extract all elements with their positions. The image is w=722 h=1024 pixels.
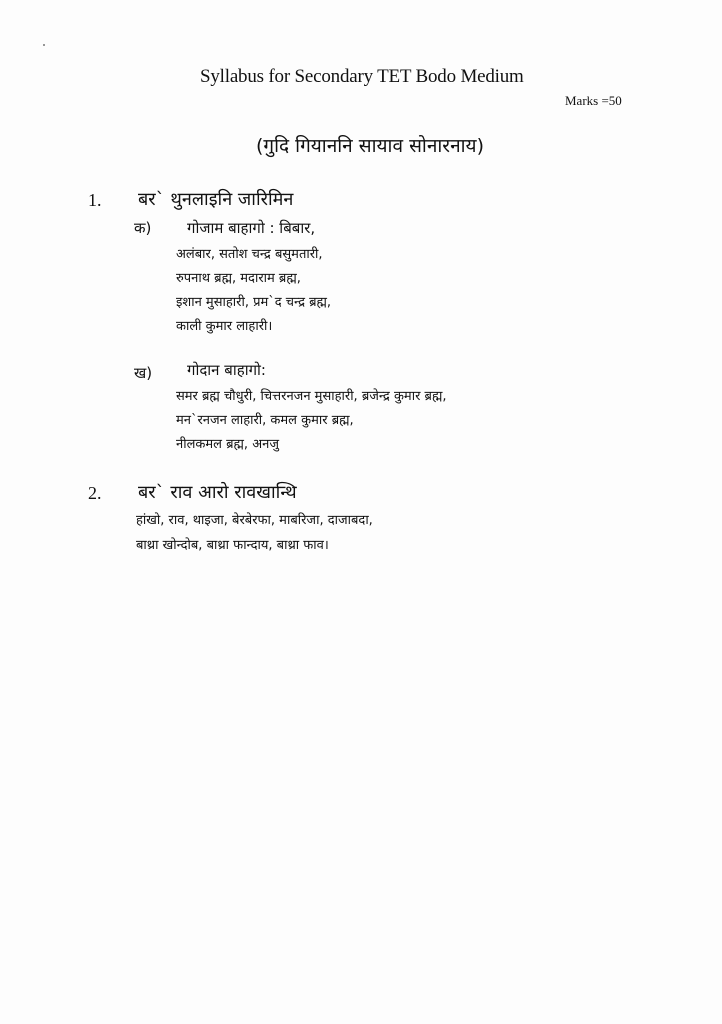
subsection-heading: गोजाम बाहागो : बिबार, [187, 219, 316, 237]
content-line: काली कुमार लाहारी। [176, 319, 273, 334]
section-heading: बर` थुनलाइनि जारिमिन [138, 189, 294, 210]
marks-label: Marks =50 [565, 93, 622, 108]
subsection-marker: ख) [134, 364, 153, 382]
section-heading: बर` राव आरो रावखान्थि [138, 482, 297, 503]
content-line: मन`रनजन लाहारी, कमल कुमार ब्रह्म, [176, 413, 354, 428]
content-line: रुपनाथ ब्रह्म, मदाराम ब्रह्म, [176, 271, 301, 286]
content-line: इशान मुसाहारी, प्रम`द चन्द्र ब्रह्म, [176, 295, 332, 310]
content-line: अलंबार, सतोश चन्द्र बसुमतारी, [176, 247, 323, 262]
content-line: समर ब्रह्म चौधुरी, चित्तरनजन मुसाहारी, ब्रजेन्द्र कुमार ब्रह्म, [176, 389, 447, 404]
subsection-heading: गोदान बाहागो: [187, 361, 266, 379]
subsection-marker: क) [134, 219, 152, 237]
scan-speck [43, 44, 45, 46]
page-title: Syllabus for Secondary TET Bodo Medium [200, 66, 524, 87]
content-line: हांखो, राव, थाइजा, बेरबेरफा, माबरिजा, दाजाबदा, [136, 513, 373, 528]
section-number: 1. [88, 190, 102, 210]
page-subtitle: (गुदि गियाननि सायाव सोनारनाय) [256, 135, 484, 157]
content-line: नीलकमल ब्रह्म, अनजु [176, 437, 279, 452]
section-number: 2. [88, 483, 102, 503]
content-line: बाथ्रा खोन्दोब, बाथ्रा फान्दाय, बाथ्रा फाव। [136, 538, 329, 553]
